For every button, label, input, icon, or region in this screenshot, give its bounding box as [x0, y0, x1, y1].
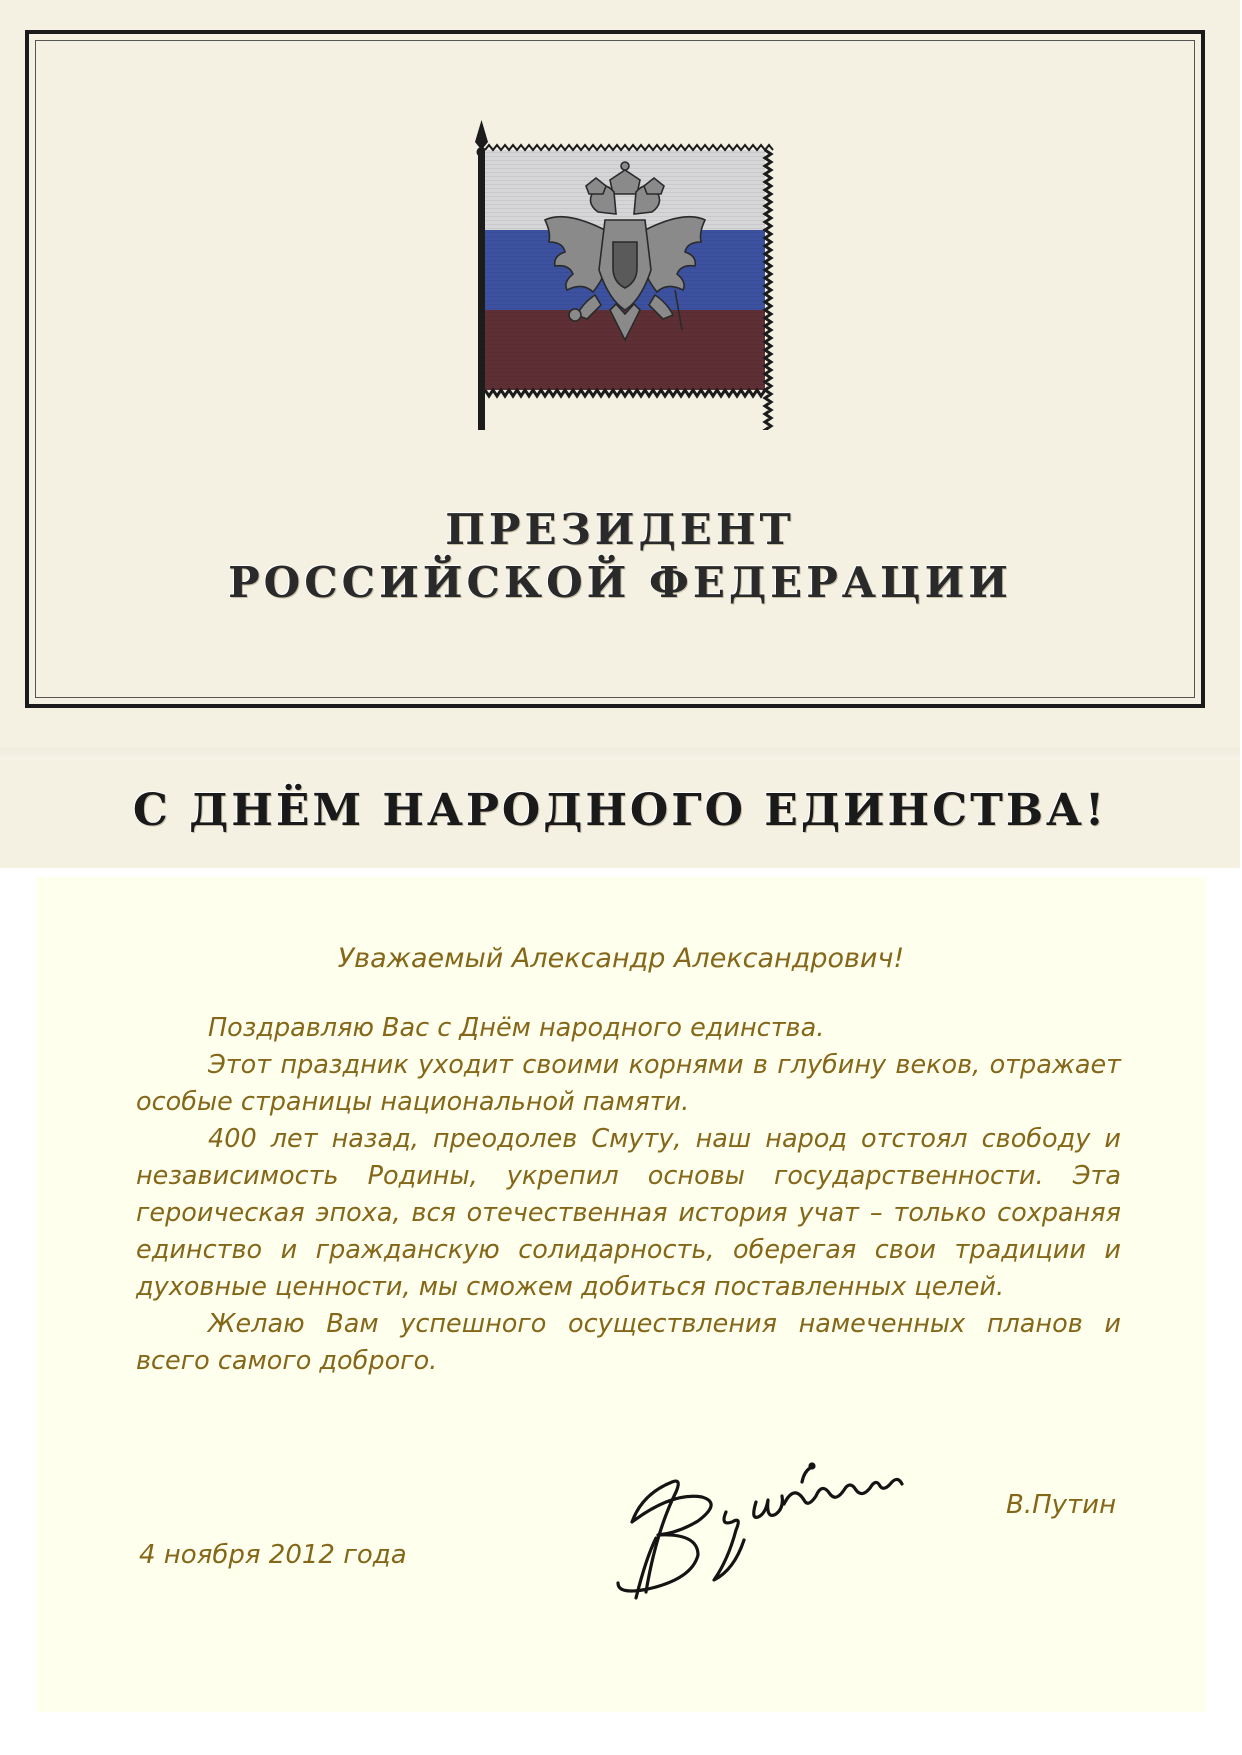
letter-signer: В.Путин — [1006, 1490, 1117, 1520]
letter-paragraph: Поздравляю Вас с Днём народного единства. — [208, 1013, 825, 1043]
letter-paragraph: Желаю Вам успешного осуществления намеченных планов и всего самого доброго. — [136, 1309, 1121, 1376]
russian-flag-with-double-headed-eagle-icon — [470, 120, 780, 430]
greeting-heading: С ДНЁМ НАРОДНОГО ЕДИНСТВА! — [132, 785, 1108, 836]
greeting-card-cover — [0, 0, 1240, 868]
letter-paragraph: 400 лет назад, преодолев Смуту, наш народ отстоял свободу и независимость Родины, укрепил основы государственности. Эта героическая эпоха, вся отечественная история учат – только сохраняя единство и гражданскую солидарность, оберегая свои традиции и духовные ценности, мы сможем добиться поставленных целей. — [136, 1124, 1121, 1302]
letter-insert — [36, 877, 1206, 1712]
letter-date: 4 ноября 2012 года — [139, 1540, 407, 1570]
cover-title-line2: РОССИЙСКОЙ ФЕДЕРАЦИИ — [228, 558, 1012, 607]
letter-paragraph: Этот праздник уходит своими корнями в глубину веков, отражает особые страницы национальной памяти. — [136, 1050, 1121, 1117]
letter-salutation: Уважаемый Александр Александрович! — [337, 943, 905, 974]
handwritten-signature — [616, 1442, 936, 1612]
card-fold — [0, 748, 1240, 760]
cover-title-line1: ПРЕЗИДЕНТ — [445, 505, 795, 554]
letter-body — [136, 1010, 1121, 1380]
